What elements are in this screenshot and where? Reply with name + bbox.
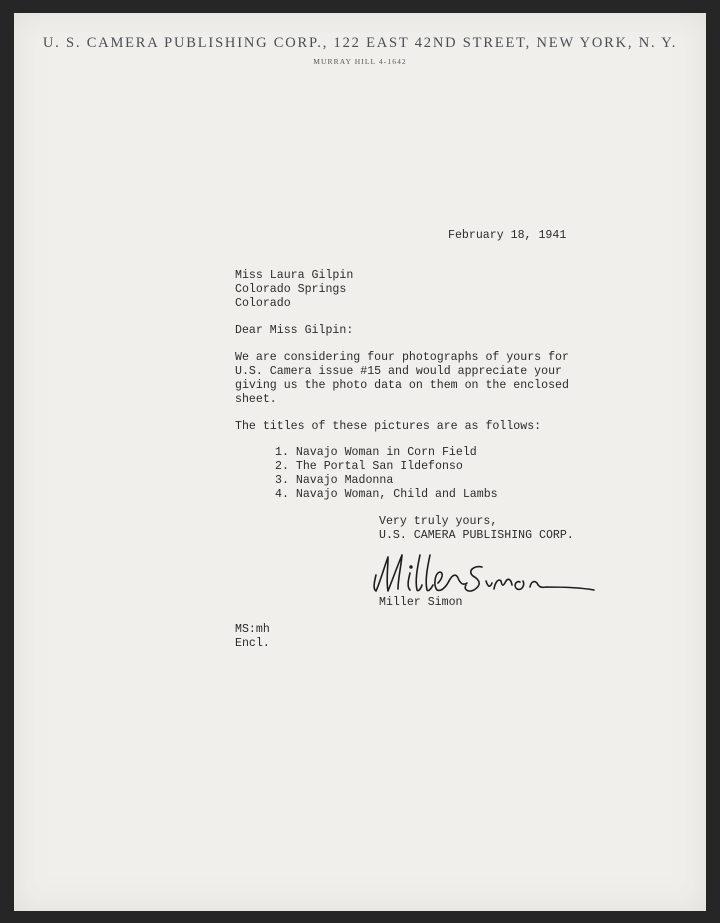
title-item: 3. Navajo Madonna: [275, 474, 394, 487]
handwritten-signature: [370, 545, 600, 597]
body-line: U.S. Camera issue #15 and would appreciate your: [235, 365, 562, 378]
closing: Very truly yours,: [379, 515, 498, 528]
title-item: 1. Navajo Woman in Corn Field: [275, 446, 477, 459]
letter-page: [14, 13, 706, 911]
title-item: 4. Navajo Woman, Child and Lambs: [275, 488, 498, 501]
salutation: Dear Miss Gilpin:: [235, 324, 354, 337]
reference-initials: MS:mh: [235, 623, 270, 636]
signer-name: Miller Simon: [379, 596, 463, 609]
body-line: sheet.: [235, 393, 277, 406]
letter-date: February 18, 1941: [448, 229, 567, 242]
recipient-name: Miss Laura Gilpin: [235, 269, 354, 282]
title-item: 2. The Portal San Ildefonso: [275, 460, 463, 473]
company-name: U.S. CAMERA PUBLISHING CORP.: [379, 529, 574, 542]
letterhead-phone: MURRAY HILL 4-1642: [313, 57, 407, 66]
letterhead-company-line: U. S. CAMERA PUBLISHING CORP., 122 EAST 42ND STREET, NEW YORK, N. Y.: [42, 35, 678, 51]
recipient-state: Colorado: [235, 297, 291, 310]
enclosure-note: Encl.: [235, 637, 270, 650]
recipient-city: Colorado Springs: [235, 283, 347, 296]
body-line: We are considering four photographs of yours for: [235, 351, 569, 364]
titles-intro: The titles of these pictures are as follows:: [235, 420, 542, 433]
body-line: giving us the photo data on them on the enclosed: [235, 379, 569, 392]
